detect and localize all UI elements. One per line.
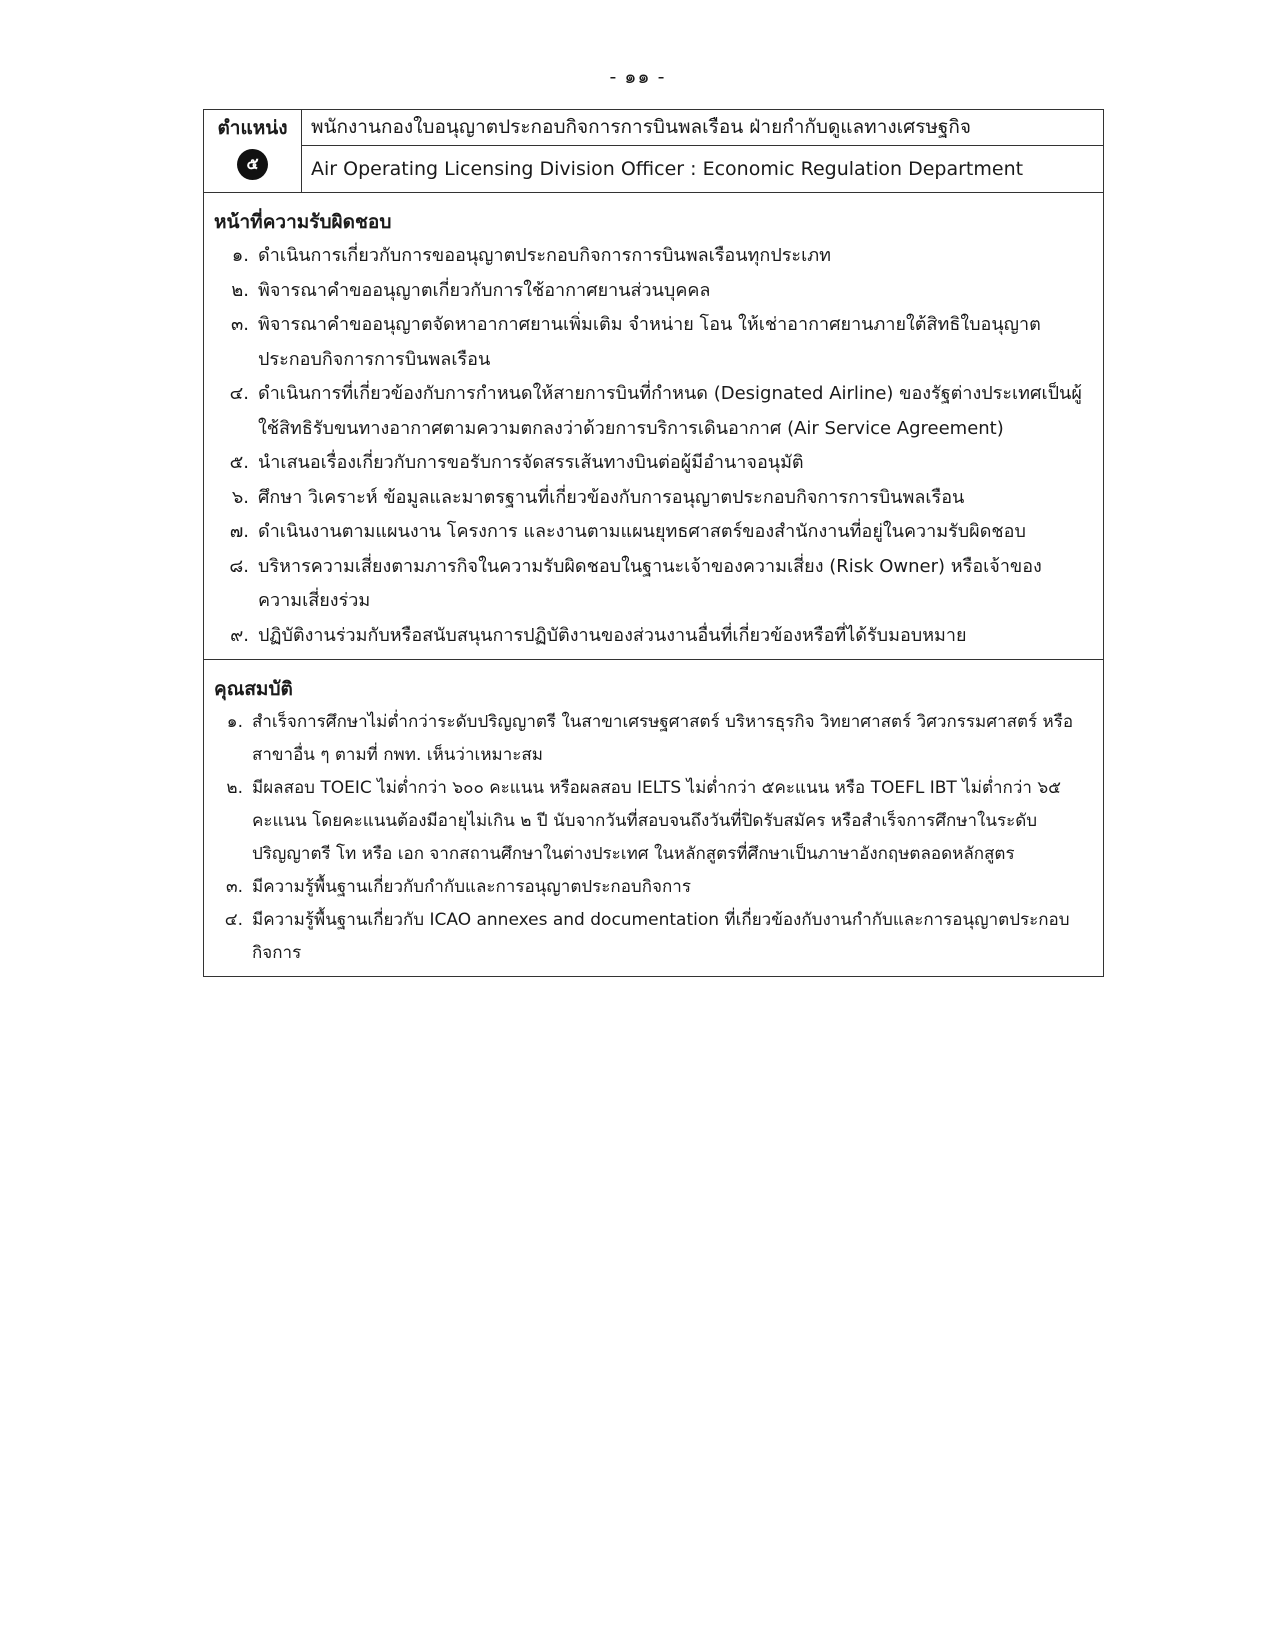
position-label: ตำแหน่ง	[217, 117, 288, 139]
item-text: ศึกษา วิเคราะห์ ข้อมูลและมาตรฐานที่เกี่ยวข้องกับการอนุญาตประกอบกิจการการบินพลเรือน	[258, 486, 965, 508]
item-text: ดำเนินการที่เกี่ยวข้องกับการกำหนดให้สายการบินที่กำหนด (Designated Airline) ของรัฐต่างประเทศเป็นผู้ใช้สิทธิรับขนทางอากาศตามความตกลงว่าด้วยการบริการเดินอากาศ (Air Service Agreement)	[258, 383, 1082, 439]
item-number: ๑.	[231, 245, 249, 266]
list-item	[214, 550, 1085, 619]
list-item	[214, 274, 1085, 309]
item-number: ๓.	[225, 877, 243, 897]
job-description-table	[203, 109, 1104, 977]
item-number: ๑.	[226, 712, 243, 732]
list-item	[214, 904, 1085, 970]
item-number: ๗.	[229, 521, 249, 542]
item-number: ๔.	[229, 383, 249, 404]
item-number: ๒.	[231, 279, 249, 301]
list-item	[214, 446, 1085, 481]
item-text: พิจารณาคำขออนุญาตจัดหาอากาศยานเพิ่มเติม จำหน่าย โอน ให้เช่าอากาศยานภายใต้สิทธิใบอนุญาตประกอบกิจการการบินพลเรือน	[258, 314, 1041, 370]
position-title-english: Air Operating Licensing Division Officer : Economic Regulation Department	[311, 158, 1024, 180]
item-number: ๙.	[230, 624, 249, 646]
list-item	[214, 308, 1085, 377]
item-text: มีผลสอบ TOEIC ไม่ต่ำกว่า ๖๐๐ คะแนน หรือผลสอบ IELTS ไม่ต่ำกว่า ๕คะแนน หรือ TOEFL IBT ไม่ต่ำกว่า ๖๕ คะแนน โดยคะแนนต้องมีอายุไม่เกิน ๒ ปี นับจากวันที่สอบจนถึงวันที่ปิดรับสมัคร หรือสำเร็จการศึกษาในระดับปริญญาตรี โท หรือ เอก จากสถานศึกษาในต่างประเทศ ในหลักสูตรที่ศึกษาเป็นภาษาอังกฤษตลอดหลักสูตร	[252, 778, 1061, 864]
item-number: ๔.	[224, 910, 243, 930]
item-text: บริหารความเสี่ยงตามภารกิจในความรับผิดชอบในฐานะเจ้าของความเสี่ยง (Risk Owner) หรือเจ้าของความเสี่ยงร่วม	[258, 555, 1042, 611]
item-text: ดำเนินการเกี่ยวกับการขออนุญาตประกอบกิจการการบินพลเรือนทุกประเภท	[258, 245, 831, 266]
position-header-row	[204, 110, 1103, 193]
item-text: ปฏิบัติงานร่วมกับหรือสนับสนุนการปฏิบัติงานของส่วนงานอื่นที่เกี่ยวข้องหรือที่ได้รับมอบหมาย	[258, 624, 967, 646]
position-number-badge: ๕	[237, 149, 268, 180]
item-text: ดำเนินงานตามแผนงาน โครงการ และงานตามแผนยุทธศาสตร์ของสำนักงานที่อยู่ในความรับผิดชอบ	[258, 521, 1026, 542]
position-label-cell	[204, 110, 302, 192]
position-title-thai: พนักงานกองใบอนุญาตประกอบกิจการการบินพลเรือน ฝ่ายกำกับดูแลทางเศรษฐกิจ	[302, 110, 1103, 146]
list-item	[214, 871, 1085, 904]
page-number: - ๑๑ -	[609, 66, 666, 88]
item-number: ๘.	[229, 555, 249, 577]
qualifications-heading: คุณสมบัติ	[214, 678, 293, 700]
item-number: ๕.	[229, 452, 249, 473]
item-text: นำเสนอเรื่องเกี่ยวกับการขอรับการจัดสรรเส้นทางบินต่อผู้มีอำนาจอนุมัติ	[258, 452, 804, 473]
list-item	[214, 481, 1085, 516]
position-titles-cell	[302, 110, 1103, 192]
item-text: สำเร็จการศึกษาไม่ต่ำกว่าระดับปริญญาตรี ในสาขาเศรษฐศาสตร์ บริหารธุรกิจ วิทยาศาสตร์ วิศวกรรมศาสตร์ หรือสาขาอื่น ๆ ตามที่ กพท. เห็นว่าเหมาะสม	[252, 712, 1074, 765]
duties-heading: หน้าที่ความรับผิดชอบ	[214, 211, 392, 233]
list-item	[214, 772, 1085, 871]
item-number: ๒.	[226, 778, 243, 798]
list-item	[214, 706, 1085, 772]
qualifications-section	[204, 659, 1103, 976]
item-text: มีความรู้พื้นฐานเกี่ยวกับ ICAO annexes and documentation ที่เกี่ยวข้องกับงานกำกับและการอนุญาตประกอบกิจการ	[252, 910, 1070, 963]
list-item	[214, 377, 1085, 446]
item-text: มีความรู้พื้นฐานเกี่ยวกับกำกับและการอนุญาตประกอบกิจการ	[252, 877, 691, 897]
duties-section	[204, 193, 1103, 659]
item-number: ๓.	[230, 314, 249, 335]
item-text: พิจารณาคำขออนุญาตเกี่ยวกับการใช้อากาศยานส่วนบุคคล	[258, 279, 711, 301]
item-number: ๖.	[231, 486, 249, 508]
list-item	[214, 239, 1085, 274]
list-item	[214, 515, 1085, 550]
list-item	[214, 619, 1085, 654]
